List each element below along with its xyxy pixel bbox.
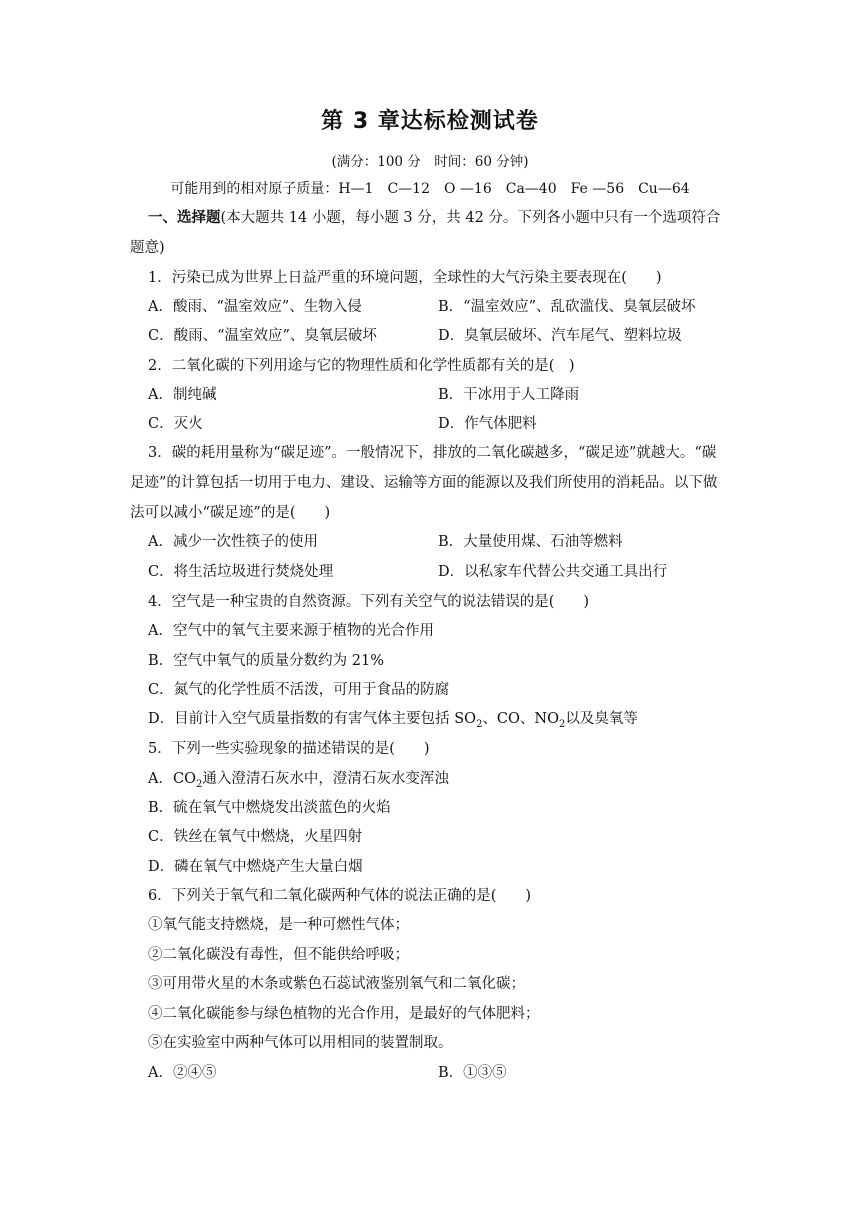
q5-option-a-text-2: 通入澄清石灰水中，澄清石灰水变浑浊 <box>202 771 449 787</box>
q2-option-b: B．干冰用于人工降雨 <box>438 387 580 403</box>
q4-option-b: B．空气中氧气的质量分数约为 21% <box>148 653 384 669</box>
q2-stem: 2．二氧化碳的下列用途与它的物理性质和化学性质都有关的是( ) <box>148 358 575 374</box>
q4-option-d <box>148 709 638 735</box>
q4-option-a: A．空气中的氧气主要来源于植物的光合作用 <box>148 623 434 639</box>
subscript: 2 <box>195 778 203 790</box>
page-title: 第 3 章达标检测试卷 <box>321 109 539 134</box>
subscript: 2 <box>559 718 566 730</box>
section-title: 一、选择题 <box>148 210 221 226</box>
exam-info: (满分：100 分 时间：60 分钟) <box>331 154 529 170</box>
q4-option-d-text: D．目前计入空气质量指数的有害气体主要包括 SO <box>148 711 477 727</box>
q4-option-d-text-3: 以及臭氧等 <box>565 711 638 727</box>
q3-stem-line2: 足迹”的计算包括一切用于电力、建设、运输等方面的能源以及我们所使用的消耗品。以下做 <box>130 475 718 491</box>
atomic-masses: 可能用到的相对原子质量：H—1 C—12 O —16 Ca—40 Fe —56 Cu—64 <box>170 181 690 197</box>
q3-stem-line1: 3．碳的耗用量称为“碳足迹”。一般情况下，排放的二氧化碳越多，“碳足迹”就越大。“碳 <box>148 445 717 461</box>
q1-stem: 1．污染已成为世界上日益严重的环境问题，全球性的大气污染主要表现在( ) <box>148 270 662 286</box>
q1-option-b: B．“温室效应”、乱砍滥伐、臭氧层破坏 <box>438 299 696 315</box>
q5-option-b: B．硫在氧气中燃烧发出淡蓝色的火焰 <box>148 800 391 816</box>
q4-option-c: C．氮气的化学性质不活泼，可用于食品的防腐 <box>148 682 450 698</box>
q5-stem: 5．下列一些实验现象的描述错误的是( ) <box>148 741 430 757</box>
q5-option-a-text: A．CO <box>148 771 196 787</box>
q3-option-a: A．减少一次性筷子的使用 <box>148 534 318 550</box>
q1-option-c: C．酸雨、“温室效应”、臭氧层破坏 <box>148 328 377 344</box>
subscript: 2 <box>476 718 483 730</box>
q2-option-d: D．作气体肥料 <box>438 416 537 432</box>
q3-stem-line3: 法可以减小“碳足迹”的是( ) <box>130 505 331 521</box>
q6-statement-4: ④二氧化碳能参与绿色植物的光合作用，是最好的气体肥料； <box>148 1006 540 1022</box>
q3-option-c: C．将生活垃圾进行焚烧处理 <box>148 564 334 580</box>
q6-option-a: A．②④⑤ <box>148 1065 217 1081</box>
q3-option-d: D．以私家车代替公共交通工具出行 <box>438 564 668 580</box>
q5-option-d: D．磷在氧气中燃烧产生大量白烟 <box>148 859 363 875</box>
q6-statement-1: ①氧气能支持燃烧，是一种可燃性气体； <box>148 917 409 933</box>
section-heading <box>148 208 720 228</box>
q6-stem: 6．下列关于氧气和二氧化碳两种气体的说法正确的是( ) <box>148 888 532 904</box>
q6-statement-5: ⑤在实验室中两种气体可以用相同的装置制取。 <box>148 1035 453 1051</box>
q4-stem: 4．空气是一种宝贵的自然资源。下列有关空气的说法错误的是( ) <box>148 594 590 610</box>
q3-option-b: B．大量使用煤、石油等燃料 <box>438 534 623 550</box>
q1-option-a: A．酸雨、“温室效应”、生物入侵 <box>148 299 362 315</box>
q5-option-c: C．铁丝在氧气中燃烧，火星四射 <box>148 829 363 845</box>
q6-option-b: B．①③⑤ <box>438 1065 507 1081</box>
q1-option-d: D．臭氧层破坏、汽车尾气、塑料垃圾 <box>438 328 682 344</box>
q2-option-a: A．制纯碱 <box>148 387 217 403</box>
q4-option-d-text-2: 、CO、NO <box>482 711 559 727</box>
q6-statement-2: ②二氧化碳没有毒性，但不能供给呼吸； <box>148 947 409 963</box>
q5-option-a <box>148 769 449 795</box>
section-intro-cont: 题意) <box>130 240 165 256</box>
q6-statement-3: ③可用带火星的木条或紫色石蕊试液鉴别氧气和二氧化碳； <box>148 976 525 992</box>
section-intro: (本大题共 14 小题，每小题 3 分，共 42 分。下列各小题中只有一个选项符合 <box>220 210 721 226</box>
q2-option-c: C．灭火 <box>148 416 203 432</box>
